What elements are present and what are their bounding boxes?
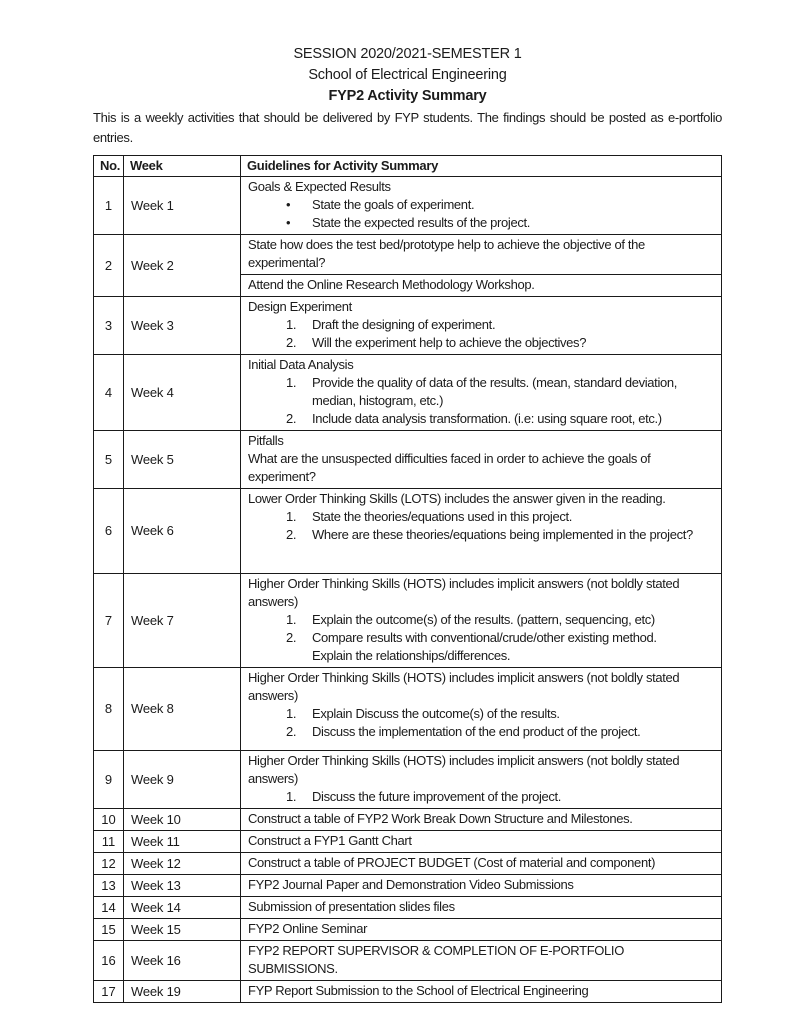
list-item-line: Where are these theories/equations being implemented in the project? bbox=[312, 527, 693, 542]
guideline-text-line: State how does the test bed/prototype help to achieve the objective of the experimental? bbox=[248, 237, 645, 270]
guidelines-subcell bbox=[241, 831, 721, 852]
table-header-row bbox=[94, 156, 722, 177]
guideline-text-line: Higher Order Thinking Skills (HOTS) includes implicit answers (not boldly stated answers) bbox=[248, 753, 680, 786]
number-marker: 2. bbox=[286, 630, 297, 645]
bullet-marker: • bbox=[286, 197, 291, 212]
list-item-line: Discuss the future improvement of the project. bbox=[312, 789, 562, 804]
bullet-list-item bbox=[248, 214, 716, 232]
guideline-text-line: Pitfalls bbox=[248, 433, 284, 448]
table-row bbox=[94, 809, 722, 831]
guideline-text-line: What are the unsuspected difficulties faced in order to achieve the goals of experiment? bbox=[248, 451, 651, 484]
guideline-text-line: Lower Order Thinking Skills (LOTS) includes the answer given in the reading. bbox=[248, 491, 666, 506]
guidelines-subcell bbox=[241, 431, 721, 488]
row-number-cell: 8 bbox=[94, 668, 124, 751]
guidelines-subcell bbox=[241, 297, 721, 354]
table-row bbox=[94, 751, 722, 809]
guideline-text-line: Design Experiment bbox=[248, 299, 352, 314]
week-cell: Week 2 bbox=[124, 235, 241, 297]
number-marker: 1. bbox=[286, 789, 297, 804]
list-item-text bbox=[312, 629, 716, 665]
numbered-list-item bbox=[248, 316, 716, 334]
document-page bbox=[93, 0, 722, 1003]
guidelines-cell bbox=[241, 574, 722, 668]
week-cell: Week 8 bbox=[124, 668, 241, 751]
numbered-list-item bbox=[248, 705, 716, 723]
list-item-line: Explain the relationships/differences. bbox=[312, 648, 511, 663]
number-marker: 1. bbox=[286, 706, 297, 721]
guidelines-cell bbox=[241, 297, 722, 355]
number-marker: 1. bbox=[286, 612, 297, 627]
list-item-text bbox=[312, 316, 716, 334]
numbered-list-item bbox=[248, 508, 716, 526]
row-number-cell: 16 bbox=[94, 941, 124, 981]
week-cell: Week 19 bbox=[124, 981, 241, 1003]
numbered-list-item bbox=[248, 788, 716, 806]
list-item-text bbox=[312, 334, 716, 352]
guidelines-subcell bbox=[241, 941, 721, 980]
guideline-text-line: Construct a table of PROJECT BUDGET (Cost of material and component) bbox=[248, 855, 656, 870]
row-number-cell: 3 bbox=[94, 297, 124, 355]
guideline-text-line: FYP2 Online Seminar bbox=[248, 921, 368, 936]
col-header-week: Week bbox=[124, 156, 241, 177]
week-cell: Week 9 bbox=[124, 751, 241, 809]
guidelines-subcell bbox=[241, 751, 721, 808]
intro-paragraph: This is a weekly activities that should be delivered by FYP students. The findings should be posted as e-portfolio entries. bbox=[93, 110, 722, 145]
list-item-line: Explain the outcome(s) of the results. (pattern, sequencing, etc) bbox=[312, 612, 655, 627]
list-item-text bbox=[312, 788, 716, 806]
row-number-cell: 9 bbox=[94, 751, 124, 809]
number-marker: 2. bbox=[286, 527, 297, 542]
table-row bbox=[94, 177, 722, 235]
guidelines-subcell bbox=[241, 981, 721, 1002]
guidelines-subcell bbox=[241, 853, 721, 874]
week-cell: Week 3 bbox=[124, 297, 241, 355]
week-cell: Week 12 bbox=[124, 853, 241, 875]
guidelines-subcell bbox=[241, 574, 721, 667]
numbered-list-item bbox=[248, 410, 716, 428]
table-row bbox=[94, 941, 722, 981]
week-cell: Week 13 bbox=[124, 875, 241, 897]
guidelines-subcell bbox=[241, 919, 721, 940]
guidelines-cell bbox=[241, 875, 722, 897]
row-number-cell: 17 bbox=[94, 981, 124, 1003]
guidelines-subcell bbox=[241, 897, 721, 918]
row-number-cell: 6 bbox=[94, 489, 124, 574]
guidelines-cell bbox=[241, 177, 722, 235]
guidelines-cell bbox=[241, 235, 722, 297]
numbered-list-item bbox=[248, 629, 716, 665]
table-row bbox=[94, 668, 722, 751]
guidelines-subcell bbox=[241, 489, 721, 546]
row-number-cell: 13 bbox=[94, 875, 124, 897]
numbered-list-item bbox=[248, 374, 716, 410]
week-cell: Week 6 bbox=[124, 489, 241, 574]
guideline-text-line: Attend the Online Research Methodology Workshop. bbox=[248, 277, 535, 292]
list-item-line: Compare results with conventional/crude/other existing method. bbox=[312, 630, 657, 645]
guideline-text-line: Submission of presentation slides files bbox=[248, 899, 455, 914]
row-number-cell: 10 bbox=[94, 809, 124, 831]
list-item-text bbox=[312, 723, 716, 741]
week-cell: Week 14 bbox=[124, 897, 241, 919]
week-cell: Week 16 bbox=[124, 941, 241, 981]
list-item-text bbox=[312, 611, 716, 629]
row-number-cell: 11 bbox=[94, 831, 124, 853]
col-header-guidelines: Guidelines for Activity Summary bbox=[241, 156, 722, 177]
guideline-text-line: Higher Order Thinking Skills (HOTS) includes implicit answers (not boldly stated answers) bbox=[248, 576, 680, 609]
guidelines-subcell bbox=[241, 809, 721, 830]
number-marker: 2. bbox=[286, 411, 297, 426]
guidelines-cell bbox=[241, 981, 722, 1003]
table-row bbox=[94, 574, 722, 668]
guidelines-subcell bbox=[241, 235, 721, 274]
row-number-cell: 4 bbox=[94, 355, 124, 431]
guideline-text-line: Higher Order Thinking Skills (HOTS) includes implicit answers (not boldly stated answers) bbox=[248, 670, 680, 703]
list-item-line: State the theories/equations used in this project. bbox=[312, 509, 573, 524]
list-item-line: Include data analysis transformation. (i.e: using square root, etc.) bbox=[312, 411, 662, 426]
number-marker: 1. bbox=[286, 375, 297, 390]
week-cell: Week 5 bbox=[124, 431, 241, 489]
row-number-cell: 7 bbox=[94, 574, 124, 668]
guidelines-cell bbox=[241, 897, 722, 919]
table-row bbox=[94, 235, 722, 297]
list-item-text bbox=[312, 705, 716, 723]
guideline-text-line: Initial Data Analysis bbox=[248, 357, 354, 372]
guideline-text-line: Construct a table of FYP2 Work Break Down Structure and Milestones. bbox=[248, 811, 633, 826]
guidelines-cell bbox=[241, 853, 722, 875]
guidelines-cell bbox=[241, 431, 722, 489]
guidelines-subcell bbox=[241, 355, 721, 430]
guidelines-cell bbox=[241, 489, 722, 574]
row-number-cell: 1 bbox=[94, 177, 124, 235]
list-item-line: Discuss the implementation of the end product of the project. bbox=[312, 724, 641, 739]
guidelines-cell bbox=[241, 831, 722, 853]
guideline-text-line: Goals & Expected Results bbox=[248, 179, 391, 194]
table-row bbox=[94, 831, 722, 853]
list-item-line: State the goals of experiment. bbox=[312, 197, 475, 212]
list-item-line: State the expected results of the project. bbox=[312, 215, 530, 230]
guidelines-cell bbox=[241, 355, 722, 431]
guidelines-subcell bbox=[241, 875, 721, 896]
document-title: FYP2 Activity Summary bbox=[328, 88, 487, 104]
guideline-text-line: FYP2 Journal Paper and Demonstration Video Submissions bbox=[248, 877, 574, 892]
week-cell: Week 7 bbox=[124, 574, 241, 668]
number-marker: 1. bbox=[286, 509, 297, 524]
week-cell: Week 11 bbox=[124, 831, 241, 853]
table-row bbox=[94, 853, 722, 875]
guideline-text-line: Construct a FYP1 Gantt Chart bbox=[248, 833, 412, 848]
list-item-text bbox=[312, 526, 716, 544]
guidelines-cell bbox=[241, 941, 722, 981]
table-row bbox=[94, 297, 722, 355]
table-row bbox=[94, 981, 722, 1003]
list-item-line: Will the experiment help to achieve the objectives? bbox=[312, 335, 587, 350]
list-item-text bbox=[312, 214, 716, 232]
list-item-text bbox=[312, 508, 716, 526]
col-header-no: No. bbox=[94, 156, 124, 177]
guideline-text-line: FYP2 REPORT SUPERVISOR & COMPLETION OF E-PORTFOLIO SUBMISSIONS. bbox=[248, 943, 624, 976]
table-row bbox=[94, 919, 722, 941]
number-marker: 1. bbox=[286, 317, 297, 332]
row-number-cell: 15 bbox=[94, 919, 124, 941]
school-title: School of Electrical Engineering bbox=[308, 67, 507, 83]
list-item-line: Draft the designing of experiment. bbox=[312, 317, 496, 332]
numbered-list-item bbox=[248, 526, 716, 544]
table-row bbox=[94, 875, 722, 897]
row-number-cell: 5 bbox=[94, 431, 124, 489]
week-cell: Week 10 bbox=[124, 809, 241, 831]
row-number-cell: 12 bbox=[94, 853, 124, 875]
numbered-list-item bbox=[248, 611, 716, 629]
table-row bbox=[94, 489, 722, 574]
row-number-cell: 14 bbox=[94, 897, 124, 919]
number-marker: 2. bbox=[286, 335, 297, 350]
guidelines-cell bbox=[241, 668, 722, 751]
guidelines-cell bbox=[241, 751, 722, 809]
table-row bbox=[94, 355, 722, 431]
table-row bbox=[94, 897, 722, 919]
list-item-line: Explain Discuss the outcome(s) of the results. bbox=[312, 706, 560, 721]
list-item-text bbox=[312, 374, 716, 410]
list-item-line: Provide the quality of data of the results. (mean, standard deviation, median, histogram, etc.) bbox=[312, 375, 678, 408]
numbered-list-item bbox=[248, 334, 716, 352]
activity-table-body bbox=[94, 177, 722, 1003]
activity-summary-table bbox=[93, 155, 722, 1003]
week-cell: Week 15 bbox=[124, 919, 241, 941]
row-number-cell: 2 bbox=[94, 235, 124, 297]
guidelines-cell bbox=[241, 809, 722, 831]
session-title: SESSION 2020/2021-SEMESTER 1 bbox=[293, 46, 522, 62]
guidelines-subcell bbox=[241, 668, 721, 743]
guidelines-subcell bbox=[241, 274, 721, 296]
list-item-text bbox=[312, 410, 716, 428]
bullet-marker: • bbox=[286, 215, 291, 230]
week-cell: Week 4 bbox=[124, 355, 241, 431]
guidelines-subcell bbox=[241, 177, 721, 234]
number-marker: 2. bbox=[286, 724, 297, 739]
list-item-text bbox=[312, 196, 716, 214]
week-cell: Week 1 bbox=[124, 177, 241, 235]
bullet-list-item bbox=[248, 196, 716, 214]
table-row bbox=[94, 431, 722, 489]
guideline-text-line: FYP Report Submission to the School of Electrical Engineering bbox=[248, 983, 589, 998]
guidelines-cell bbox=[241, 919, 722, 941]
numbered-list-item bbox=[248, 723, 716, 741]
